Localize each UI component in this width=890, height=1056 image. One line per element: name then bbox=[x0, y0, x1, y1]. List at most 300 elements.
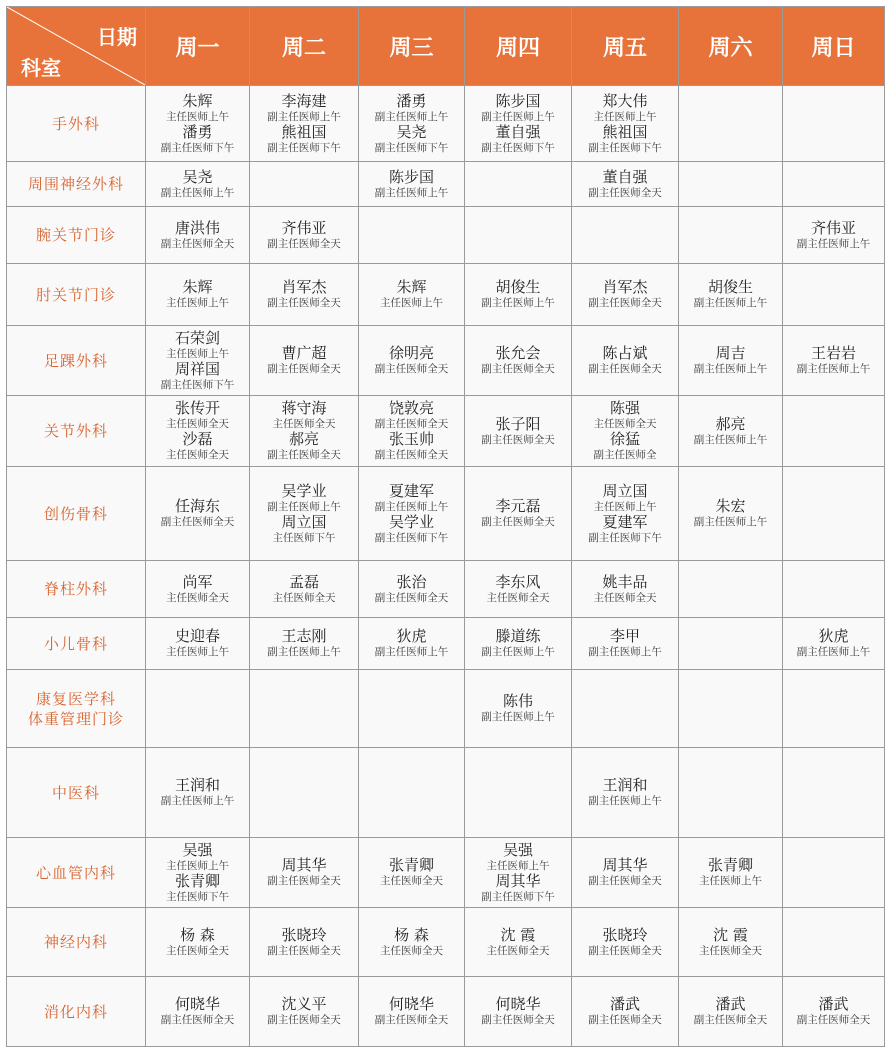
day-header-friday: 周五 bbox=[572, 7, 679, 86]
schedule-cell bbox=[465, 561, 572, 618]
schedule-cell bbox=[783, 207, 885, 264]
schedule-cell bbox=[572, 162, 679, 207]
doctor-name: 蒋守海 bbox=[281, 399, 327, 417]
doctor-entry bbox=[250, 927, 358, 958]
doctor-name: 张玉帅 bbox=[388, 430, 434, 448]
doctor-name: 孟磊 bbox=[288, 572, 319, 591]
doctor-entry bbox=[250, 400, 358, 431]
doctor-entry bbox=[572, 483, 678, 514]
doctor-name: 朱宏 bbox=[715, 497, 746, 515]
schedule-body bbox=[7, 86, 885, 1047]
table-row bbox=[7, 670, 885, 748]
outpatient-schedule-table bbox=[6, 6, 885, 1047]
doctor-entry bbox=[359, 574, 464, 605]
day-header-saturday: 周六 bbox=[679, 7, 783, 86]
doctor-title-session: 副主任医师全天 bbox=[588, 875, 662, 887]
doctor-entry bbox=[572, 574, 678, 605]
schedule-cell bbox=[465, 977, 572, 1047]
schedule-cell bbox=[572, 977, 679, 1047]
department-cell bbox=[7, 561, 146, 618]
doctor-title-session: 副主任医师下午 bbox=[588, 141, 662, 154]
doctor-title-session: 副主任医师上午 bbox=[693, 433, 768, 446]
schedule-cell bbox=[679, 207, 783, 264]
department-cell bbox=[7, 748, 146, 838]
schedule-cell bbox=[465, 467, 572, 561]
schedule-cell bbox=[146, 977, 250, 1047]
doctor-name: 何晓华 bbox=[174, 995, 220, 1013]
doctor-entry bbox=[250, 996, 358, 1027]
schedule-cell bbox=[572, 396, 679, 467]
table-row bbox=[7, 162, 885, 207]
doctor-entry bbox=[679, 996, 782, 1027]
doctor-title-session: 副主任医师全天 bbox=[374, 363, 449, 375]
table-row bbox=[7, 977, 885, 1047]
schedule-cell bbox=[679, 86, 783, 162]
doctor-name: 张允会 bbox=[495, 344, 541, 362]
schedule-cell bbox=[679, 670, 783, 748]
doctor-name: 沈义平 bbox=[281, 995, 327, 1013]
doctor-entry bbox=[465, 279, 571, 310]
doctor-entry bbox=[465, 345, 571, 376]
table-row bbox=[7, 467, 885, 561]
day-header-thursday: 周四 bbox=[465, 7, 572, 86]
doctor-name: 石荣剑 bbox=[174, 328, 220, 347]
department-name: 体重管理门诊 bbox=[27, 709, 124, 728]
schedule-cell bbox=[146, 207, 250, 264]
day-header-tuesday: 周二 bbox=[250, 7, 359, 86]
schedule-cell bbox=[250, 838, 359, 908]
doctor-entry bbox=[465, 498, 571, 529]
schedule-cell bbox=[146, 618, 250, 670]
schedule-cell bbox=[146, 561, 250, 618]
doctor-title-session: 副主任医师上午 bbox=[374, 110, 449, 123]
schedule-cell bbox=[465, 396, 572, 467]
schedule-cell bbox=[359, 838, 465, 908]
doctor-entry bbox=[679, 857, 782, 888]
schedule-cell bbox=[146, 467, 250, 561]
doctor-entry bbox=[465, 628, 571, 659]
doctor-name: 周其华 bbox=[602, 856, 648, 874]
doctor-title-session: 副主任医师全天 bbox=[374, 591, 449, 604]
schedule-cell bbox=[359, 162, 465, 207]
department-cell bbox=[7, 207, 146, 264]
doctor-name: 周祥国 bbox=[174, 359, 220, 378]
doctor-name: 肖军杰 bbox=[602, 278, 648, 296]
doctor-title-session: 副主任医师上午 bbox=[267, 110, 341, 123]
schedule-cell bbox=[783, 264, 885, 326]
doctor-name: 朱辉 bbox=[182, 278, 213, 296]
corner-header-cell bbox=[7, 7, 146, 86]
schedule-cell bbox=[250, 908, 359, 977]
doctor-title-session: 副主任医师全天 bbox=[481, 363, 555, 375]
schedule-cell bbox=[250, 748, 359, 838]
doctor-title-session: 副主任医师全天 bbox=[588, 297, 662, 309]
doctor-entry bbox=[572, 514, 678, 545]
doctor-name: 朱辉 bbox=[182, 91, 213, 110]
schedule-cell bbox=[783, 326, 885, 396]
doctor-title-session: 主任医师全天 bbox=[380, 875, 443, 887]
schedule-cell bbox=[572, 618, 679, 670]
doctor-name: 姚丰品 bbox=[602, 572, 648, 591]
doctor-title-session: 主任医师全天 bbox=[593, 591, 657, 604]
schedule-cell bbox=[146, 670, 250, 748]
doctor-name: 胡俊生 bbox=[495, 278, 541, 296]
day-header-sunday: 周日 bbox=[783, 7, 885, 86]
doctor-entry bbox=[679, 927, 782, 958]
schedule-cell bbox=[250, 561, 359, 618]
schedule-cell bbox=[465, 264, 572, 326]
doctor-entry bbox=[465, 842, 571, 873]
doctor-title-session: 副主任医师全天 bbox=[374, 449, 449, 461]
doctor-entry bbox=[146, 873, 249, 904]
schedule-cell bbox=[359, 326, 465, 396]
doctor-title-session: 副主任医师下午 bbox=[588, 531, 662, 544]
doctor-name: 陈占斌 bbox=[602, 344, 648, 362]
doctor-entry bbox=[572, 93, 678, 124]
schedule-cell bbox=[783, 618, 885, 670]
doctor-name: 陈步国 bbox=[388, 167, 434, 186]
schedule-cell bbox=[359, 748, 465, 838]
doctor-title-session: 副主任医师上午 bbox=[267, 646, 341, 658]
schedule-cell bbox=[572, 86, 679, 162]
doctor-title-session: 副主任医师全天 bbox=[160, 516, 235, 528]
doctor-title-session: 副主任医师上午 bbox=[796, 646, 871, 658]
doctor-entry bbox=[572, 777, 678, 808]
doctor-title-session: 副主任医师全 bbox=[593, 449, 657, 461]
doctor-entry bbox=[572, 857, 678, 888]
doctor-title-session: 副主任医师下午 bbox=[267, 141, 341, 154]
doctor-title-session: 主任医师上午 bbox=[593, 500, 657, 513]
doctor-entry bbox=[146, 498, 249, 529]
schedule-cell bbox=[146, 396, 250, 467]
doctor-name: 曹广超 bbox=[281, 344, 327, 362]
department-name: 创伤骨科 bbox=[43, 504, 108, 523]
doctor-name: 郑大伟 bbox=[602, 91, 648, 110]
doctor-name: 陈强 bbox=[609, 399, 640, 417]
schedule-cell bbox=[146, 162, 250, 207]
doctor-entry bbox=[359, 124, 464, 155]
doctor-entry bbox=[359, 400, 464, 431]
doctor-entry bbox=[146, 927, 249, 958]
doctor-title-session: 副主任医师上午 bbox=[267, 500, 341, 513]
table-row bbox=[7, 561, 885, 618]
schedule-cell bbox=[783, 670, 885, 748]
doctor-title-session: 副主任医师上午 bbox=[160, 186, 235, 199]
schedule-cell bbox=[146, 908, 250, 977]
doctor-title-session: 副主任医师全天 bbox=[481, 1014, 555, 1026]
schedule-cell bbox=[679, 162, 783, 207]
schedule-cell bbox=[146, 838, 250, 908]
schedule-cell bbox=[465, 618, 572, 670]
doctor-entry bbox=[465, 927, 571, 958]
doctor-name: 陈伟 bbox=[502, 692, 533, 710]
department-cell bbox=[7, 838, 146, 908]
doctor-name: 吴强 bbox=[182, 840, 213, 859]
doctor-name: 王岩岩 bbox=[810, 344, 856, 362]
schedule-cell bbox=[465, 838, 572, 908]
doctor-title-session: 副主任医师全天 bbox=[374, 418, 449, 430]
schedule-cell bbox=[783, 467, 885, 561]
doctor-title-session: 主任医师上午 bbox=[166, 347, 229, 360]
doctor-title-session: 主任医师下午 bbox=[272, 531, 336, 544]
doctor-entry bbox=[465, 996, 571, 1027]
doctor-name: 任海东 bbox=[174, 497, 220, 515]
schedule-cell bbox=[679, 618, 783, 670]
doctor-name: 沙磊 bbox=[182, 430, 213, 448]
doctor-title-session: 副主任医师全天 bbox=[588, 1014, 662, 1026]
doctor-title-session: 副主任医师全天 bbox=[481, 516, 555, 528]
doctor-title-session: 主任医师全天 bbox=[272, 418, 336, 430]
schedule-cell bbox=[679, 326, 783, 396]
doctor-entry bbox=[250, 431, 358, 462]
doctor-name: 张青卿 bbox=[174, 871, 220, 890]
doctor-entry bbox=[250, 483, 358, 514]
schedule-cell bbox=[783, 396, 885, 467]
doctor-title-session: 主任医师全天 bbox=[166, 591, 229, 604]
department-name: 腕关节门诊 bbox=[35, 226, 116, 244]
doctor-name: 尚军 bbox=[182, 572, 213, 591]
doctor-entry bbox=[572, 345, 678, 376]
doctor-name: 沈 霞 bbox=[713, 925, 748, 944]
doctor-entry bbox=[679, 279, 782, 310]
schedule-cell bbox=[679, 467, 783, 561]
doctor-title-session: 主任医师下午 bbox=[166, 890, 229, 903]
schedule-cell bbox=[250, 86, 359, 162]
schedule-cell bbox=[359, 396, 465, 467]
doctor-name: 杨 森 bbox=[180, 925, 215, 944]
doctor-entry bbox=[146, 93, 249, 124]
doctor-title-session: 副主任医师全天 bbox=[693, 1014, 768, 1026]
corner-label-date: 日期 bbox=[97, 25, 137, 49]
doctor-entry bbox=[146, 220, 249, 251]
schedule-cell bbox=[783, 977, 885, 1047]
doctor-title-session: 主任医师全天 bbox=[593, 418, 657, 430]
doctor-entry bbox=[359, 514, 464, 545]
department-name: 关节外科 bbox=[43, 422, 108, 440]
doctor-name: 熊祖国 bbox=[281, 122, 327, 141]
department-name: 肘关节门诊 bbox=[35, 285, 116, 304]
department-cell bbox=[7, 467, 146, 561]
doctor-entry bbox=[250, 857, 358, 888]
doctor-entry bbox=[250, 220, 358, 251]
doctor-title-session: 副主任医师全天 bbox=[160, 1014, 235, 1026]
doctor-entry bbox=[146, 361, 249, 392]
doctor-entry bbox=[146, 279, 249, 310]
schedule-cell bbox=[572, 207, 679, 264]
table-row bbox=[7, 908, 885, 977]
department-name: 手外科 bbox=[51, 114, 100, 133]
doctor-name: 张晓玲 bbox=[602, 925, 648, 944]
department-cell bbox=[7, 670, 146, 748]
doctor-entry bbox=[146, 996, 249, 1027]
doctor-name: 夏建军 bbox=[602, 512, 648, 531]
table-row bbox=[7, 207, 885, 264]
doctor-entry bbox=[783, 628, 884, 659]
doctor-entry bbox=[359, 279, 464, 310]
doctor-name: 史迎春 bbox=[174, 627, 220, 645]
schedule-cell bbox=[146, 86, 250, 162]
doctor-title-session: 副主任医师上午 bbox=[374, 500, 449, 513]
doctor-title-session: 主任医师全天 bbox=[699, 944, 762, 957]
doctor-name: 潘武 bbox=[609, 995, 640, 1013]
schedule-cell bbox=[465, 86, 572, 162]
doctor-title-session: 副主任医师下午 bbox=[374, 141, 449, 154]
table-row bbox=[7, 86, 885, 162]
doctor-title-session: 副主任医师全天 bbox=[588, 944, 662, 957]
doctor-entry bbox=[146, 628, 249, 659]
doctor-title-session: 副主任医师全天 bbox=[267, 363, 341, 375]
doctor-title-session: 主任医师上午 bbox=[166, 110, 229, 123]
schedule-cell bbox=[359, 908, 465, 977]
schedule-cell bbox=[250, 162, 359, 207]
doctor-name: 吴学业 bbox=[281, 481, 327, 500]
doctor-title-session: 副主任医师上午 bbox=[481, 646, 555, 658]
doctor-entry bbox=[465, 693, 571, 724]
doctor-title-session: 副主任医师全天 bbox=[588, 186, 662, 199]
schedule-cell bbox=[359, 977, 465, 1047]
doctor-title-session: 副主任医师全天 bbox=[481, 433, 555, 446]
doctor-name: 李甲 bbox=[609, 627, 640, 645]
doctor-name: 周其华 bbox=[495, 871, 541, 890]
schedule-cell bbox=[572, 264, 679, 326]
department-cell bbox=[7, 977, 146, 1047]
doctor-name: 张治 bbox=[396, 572, 427, 591]
doctor-name: 周其华 bbox=[281, 856, 327, 874]
doctor-title-session: 主任医师全天 bbox=[486, 591, 550, 604]
doctor-entry bbox=[465, 574, 571, 605]
department-name: 神经内科 bbox=[43, 933, 108, 951]
doctor-title-session: 副主任医师全天 bbox=[267, 875, 341, 887]
doctor-title-session: 副主任医师全天 bbox=[267, 449, 341, 461]
doctor-title-session: 副主任医师上午 bbox=[693, 363, 768, 375]
schedule-cell bbox=[679, 908, 783, 977]
doctor-name: 朱辉 bbox=[396, 278, 427, 296]
department-name: 周围神经外科 bbox=[27, 175, 124, 193]
schedule-cell bbox=[572, 670, 679, 748]
department-name: 心血管内科 bbox=[35, 863, 116, 882]
doctor-name: 吴强 bbox=[502, 840, 533, 859]
doctor-name: 潘勇 bbox=[396, 91, 427, 110]
doctor-name: 王润和 bbox=[174, 776, 220, 794]
department-cell bbox=[7, 618, 146, 670]
schedule-cell bbox=[146, 264, 250, 326]
doctor-entry bbox=[465, 93, 571, 124]
schedule-cell bbox=[359, 264, 465, 326]
doctor-title-session: 主任医师上午 bbox=[380, 297, 443, 309]
department-cell bbox=[7, 396, 146, 467]
doctor-entry bbox=[572, 169, 678, 200]
doctor-title-session: 副主任医师全天 bbox=[796, 1014, 871, 1026]
doctor-entry bbox=[679, 416, 782, 447]
schedule-cell bbox=[783, 86, 885, 162]
doctor-title-session: 副主任医师全天 bbox=[374, 1014, 449, 1026]
doctor-entry bbox=[572, 431, 678, 462]
doctor-name: 周吉 bbox=[715, 344, 746, 362]
doctor-entry bbox=[146, 842, 249, 873]
doctor-name: 肖军杰 bbox=[281, 278, 327, 296]
doctor-name: 杨 森 bbox=[394, 925, 429, 944]
doctor-name: 齐伟亚 bbox=[810, 218, 856, 237]
department-name: 中医科 bbox=[51, 783, 100, 802]
schedule-cell bbox=[783, 561, 885, 618]
schedule-cell bbox=[783, 162, 885, 207]
doctor-entry bbox=[572, 400, 678, 431]
doctor-entry bbox=[359, 628, 464, 659]
corner-label-department: 科室 bbox=[21, 56, 61, 80]
table-row bbox=[7, 748, 885, 838]
doctor-entry bbox=[359, 996, 464, 1027]
doctor-title-session: 主任医师全天 bbox=[166, 418, 229, 430]
schedule-cell bbox=[250, 264, 359, 326]
doctor-title-session: 主任医师上午 bbox=[166, 859, 229, 872]
table-row bbox=[7, 838, 885, 908]
doctor-entry bbox=[146, 330, 249, 361]
doctor-title-session: 副主任医师全天 bbox=[267, 237, 341, 250]
schedule-cell bbox=[250, 618, 359, 670]
doctor-entry bbox=[572, 279, 678, 310]
doctor-title-session: 副主任医师上午 bbox=[693, 297, 768, 309]
doctor-name: 张青卿 bbox=[388, 856, 434, 874]
department-cell bbox=[7, 162, 146, 207]
doctor-entry bbox=[783, 220, 884, 251]
schedule-cell bbox=[146, 326, 250, 396]
doctor-entry bbox=[359, 345, 464, 376]
doctor-title-session: 副主任医师上午 bbox=[588, 795, 662, 807]
doctor-name: 唐洪伟 bbox=[174, 218, 220, 237]
schedule-cell bbox=[359, 561, 465, 618]
department-name: 小儿骨科 bbox=[43, 634, 108, 653]
schedule-cell bbox=[572, 748, 679, 838]
schedule-cell bbox=[146, 748, 250, 838]
department-cell bbox=[7, 86, 146, 162]
doctor-name: 李海建 bbox=[281, 91, 327, 110]
header-row bbox=[7, 7, 885, 86]
table-row bbox=[7, 264, 885, 326]
table-row bbox=[7, 326, 885, 396]
doctor-title-session: 副主任医师下午 bbox=[160, 141, 235, 154]
doctor-entry bbox=[679, 498, 782, 529]
table-row bbox=[7, 396, 885, 467]
doctor-title-session: 副主任医师下午 bbox=[481, 890, 555, 903]
schedule-cell bbox=[250, 207, 359, 264]
schedule-cell bbox=[250, 977, 359, 1047]
doctor-title-session: 主任医师全天 bbox=[166, 449, 229, 461]
doctor-name: 狄虎 bbox=[396, 627, 427, 645]
doctor-title-session: 副主任医师下午 bbox=[374, 531, 449, 544]
schedule-cell bbox=[572, 326, 679, 396]
doctor-entry bbox=[146, 574, 249, 605]
doctor-name: 徐猛 bbox=[609, 430, 640, 448]
doctor-title-session: 主任医师上午 bbox=[486, 859, 550, 872]
doctor-name: 周立国 bbox=[281, 512, 327, 531]
schedule-cell bbox=[359, 86, 465, 162]
doctor-entry bbox=[465, 873, 571, 904]
doctor-title-session: 副主任医师全天 bbox=[160, 237, 235, 250]
doctor-name: 饶敦亮 bbox=[388, 399, 434, 417]
schedule-cell bbox=[465, 748, 572, 838]
schedule-cell bbox=[250, 670, 359, 748]
doctor-title-session: 副主任医师上午 bbox=[588, 646, 662, 658]
doctor-title-session: 副主任医师全天 bbox=[267, 944, 341, 957]
doctor-title-session: 副主任医师上午 bbox=[693, 516, 768, 528]
schedule-cell bbox=[359, 618, 465, 670]
doctor-name: 董自强 bbox=[602, 167, 648, 186]
doctor-title-session: 副主任医师下午 bbox=[160, 378, 235, 391]
doctor-title-session: 副主任医师上午 bbox=[481, 711, 555, 723]
doctor-entry bbox=[250, 345, 358, 376]
doctor-entry bbox=[359, 483, 464, 514]
doctor-name: 张传开 bbox=[174, 399, 220, 417]
